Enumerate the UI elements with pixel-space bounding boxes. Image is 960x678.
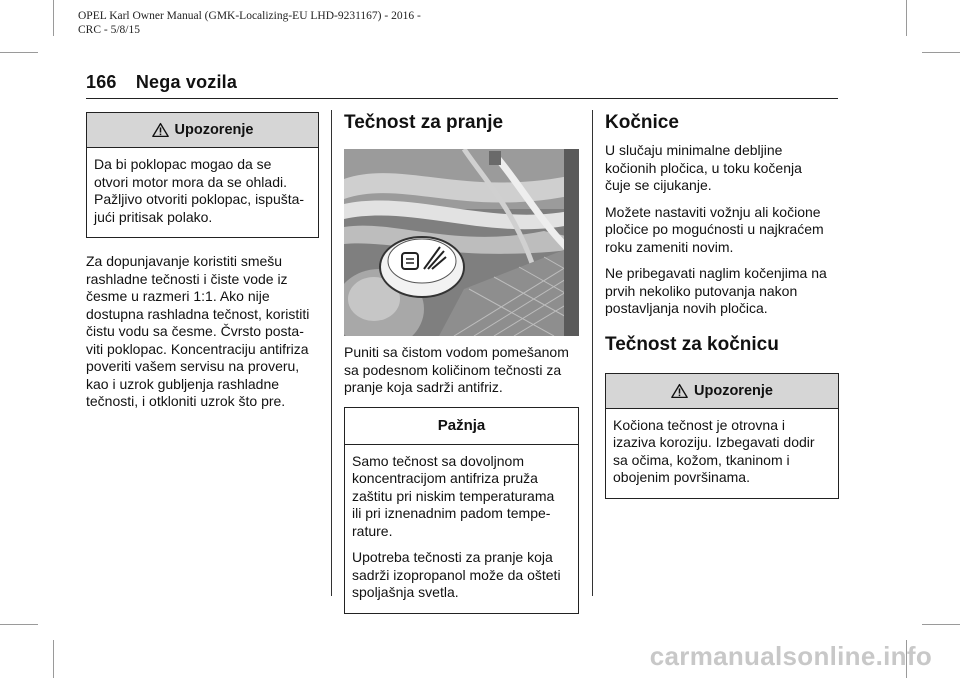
column-divider (592, 110, 593, 596)
notice-body (345, 445, 578, 613)
page-header (86, 72, 237, 93)
notice-text (352, 453, 571, 541)
text-line: spoljašnja svetla. (352, 584, 459, 600)
text-line: roku zameniti novim. (605, 238, 734, 255)
text-line: Kočiona tečnost je otrovna i (613, 416, 785, 433)
crop-mark (922, 52, 960, 53)
text-line: dostupna rashladna tečnost, koristiti (86, 305, 310, 322)
text-line: viti poklopac. Koncentraciju antifriza (86, 340, 309, 357)
text-line: zaštitu pri niskim temperaturama (352, 487, 555, 504)
text-line: pločice po mogućnosti u najkraćem (605, 221, 824, 237)
crop-mark (53, 640, 54, 678)
brakes-paragraph (605, 265, 839, 318)
text-line: kočionih pločica, u toku kočenja (605, 159, 802, 176)
coolant-paragraph (86, 253, 319, 411)
text-line: rature. (352, 522, 393, 539)
warning-triangle-icon (152, 122, 169, 138)
section-title: Nega vozila (135, 72, 238, 92)
crop-mark (0, 624, 38, 625)
column-2 (344, 112, 579, 614)
text-line: poveriti vašem servisu na proveru, (86, 358, 300, 374)
text-line: sadrži izopropanol može da ošteti (352, 566, 561, 583)
warning-box (605, 373, 839, 499)
warning-title: Upozorenje (694, 382, 773, 399)
text-line: U slučaju minimalne debljine (605, 142, 783, 158)
notice-box (344, 407, 579, 614)
crop-mark (906, 0, 907, 36)
section-heading-brakes: Kočnice (605, 112, 679, 133)
warning-title: Upozorenje (174, 122, 254, 138)
warning-triangle-icon (671, 383, 688, 399)
text-line: čuje se cijukanje. (605, 177, 712, 193)
header-divider (86, 98, 838, 99)
text-line: koncentracijom antifriza pruža (352, 470, 538, 486)
text-line: Možete nastaviti vožnju ali kočione (605, 203, 821, 220)
warning-body (87, 148, 318, 237)
text-line: pranje koja sadrži antifriz. (344, 379, 503, 395)
section-heading-washer-fluid: Tečnost za pranje (344, 112, 504, 133)
warning-box-header (606, 374, 838, 409)
text-line: Pažljivo otvoriti poklopac, ispušta- (94, 191, 305, 207)
text-line: Ne pribegavati naglim kočenjima na (605, 265, 827, 281)
text-line: otvori motor mora da se ohladi. (94, 173, 287, 190)
warning-body (606, 409, 838, 498)
warning-box (86, 112, 319, 238)
warning-text (94, 156, 311, 226)
metadata-line: CRC - 5/8/15 (78, 24, 140, 36)
text-line: sa podesnom količinom tečnosti za (344, 361, 562, 378)
text-line: ili pri iznenadnim padom tempe- (352, 505, 551, 521)
column-divider (331, 110, 332, 596)
page-number: 166 (86, 72, 117, 92)
washer-paragraph (344, 344, 579, 397)
document-metadata (78, 9, 421, 37)
text-line: jući pritisak polako. (94, 208, 213, 225)
text-line: obojenim površinama. (613, 469, 750, 485)
text-line: Upotreba tečnosti za pranje koja (352, 549, 553, 565)
text-line: česme u razmeri 1:1. Ako nije (86, 288, 270, 304)
watermark: carmanualsonline.info (649, 641, 932, 671)
washer-reservoir-image (344, 149, 579, 336)
text-line: postavljanja novih pločica. (605, 300, 768, 316)
text-line: Puniti sa čistom vodom pomešanom (344, 344, 569, 360)
text-line: tečnosti, i otkloniti uzrok što pre. (86, 393, 286, 409)
text-line: izaziva koroziju. Izbegavati dodir (613, 434, 815, 450)
text-line: rashladne tečnosti i čiste vode iz (86, 270, 288, 287)
warning-box-header (87, 113, 318, 148)
text-line: Za dopunjavanje koristiti smešu (86, 253, 283, 269)
notice-text (352, 549, 571, 602)
column-1 (86, 112, 319, 420)
column-3 (605, 112, 839, 499)
text-line: čistu vodu sa česme. Čvrsto posta- (86, 323, 304, 339)
section-heading-brake-fluid: Tečnost za kočnicu (605, 333, 779, 355)
text-line: sa očima, kožom, tkaninom i (613, 451, 790, 468)
crop-mark (0, 52, 38, 53)
notice-box-header: Pažnja (345, 408, 578, 445)
text-line: kao i uzrok gubljenja rashladne (86, 375, 280, 392)
metadata-line: OPEL Karl Owner Manual (GMK-Localizing-EU LHD-9231167) - 2016 - (78, 10, 421, 22)
brakes-paragraph (605, 142, 839, 195)
brakes-paragraph (605, 204, 839, 257)
text-line: Da bi poklopac mogao da se (94, 156, 272, 172)
text-line: Samo tečnost sa dovoljnom (352, 452, 524, 469)
warning-text (613, 417, 831, 487)
crop-mark (53, 0, 54, 36)
crop-mark (922, 624, 960, 625)
text-line: prvih nekoliko putovanja nakon (605, 282, 798, 299)
